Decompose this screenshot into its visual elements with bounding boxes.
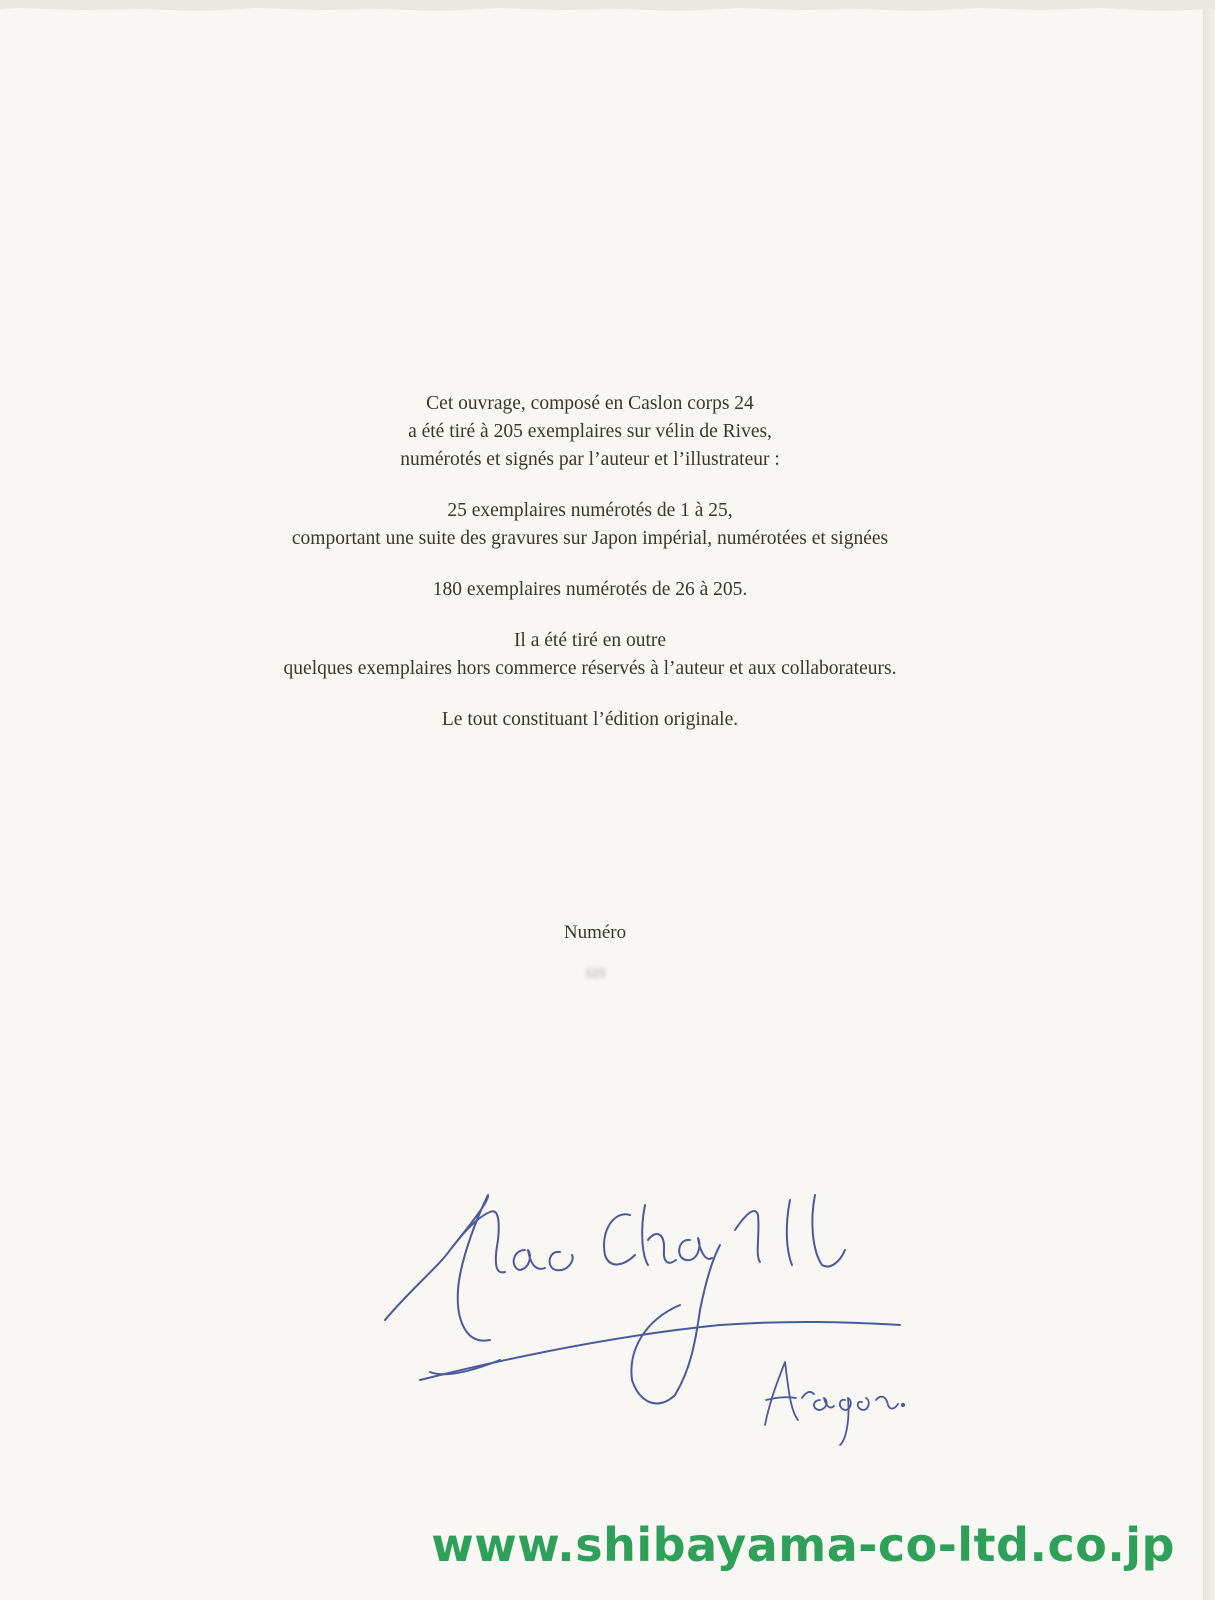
aragon-signature xyxy=(765,1362,904,1445)
colophon-line: 25 exemplaires numérotés de 1 à 25, xyxy=(447,500,733,521)
colophon-line: Cet ouvrage, composé en Caslon corps 24 xyxy=(426,393,754,414)
colophon-line: Il a été tiré en outre xyxy=(513,630,667,651)
colophon-line: 180 exemplaires numérotés de 26 à 205. xyxy=(432,579,748,600)
colophon-line: quelques exemplaires hors commerce réservés à l’auteur et aux collaborateurs. xyxy=(283,658,897,679)
watermark-url: www.shibayama-co-ltd.co.jp xyxy=(431,1518,1175,1572)
chagall-signature xyxy=(385,1195,900,1403)
colophon-line: numérotés et signés par l’auteur et l’illustrateur : xyxy=(400,449,780,470)
numero-value-blurred: 123 xyxy=(585,965,605,980)
colophon-line: Le tout constituant l’édition originale. xyxy=(441,709,739,730)
numero-label: Numéro xyxy=(563,922,627,943)
colophon-line: comportant une suite des gravures sur Japon impérial, numérotées et signées xyxy=(291,528,889,549)
colophon-line: a été tiré à 205 exemplaires sur vélin de Rives, xyxy=(408,421,772,442)
